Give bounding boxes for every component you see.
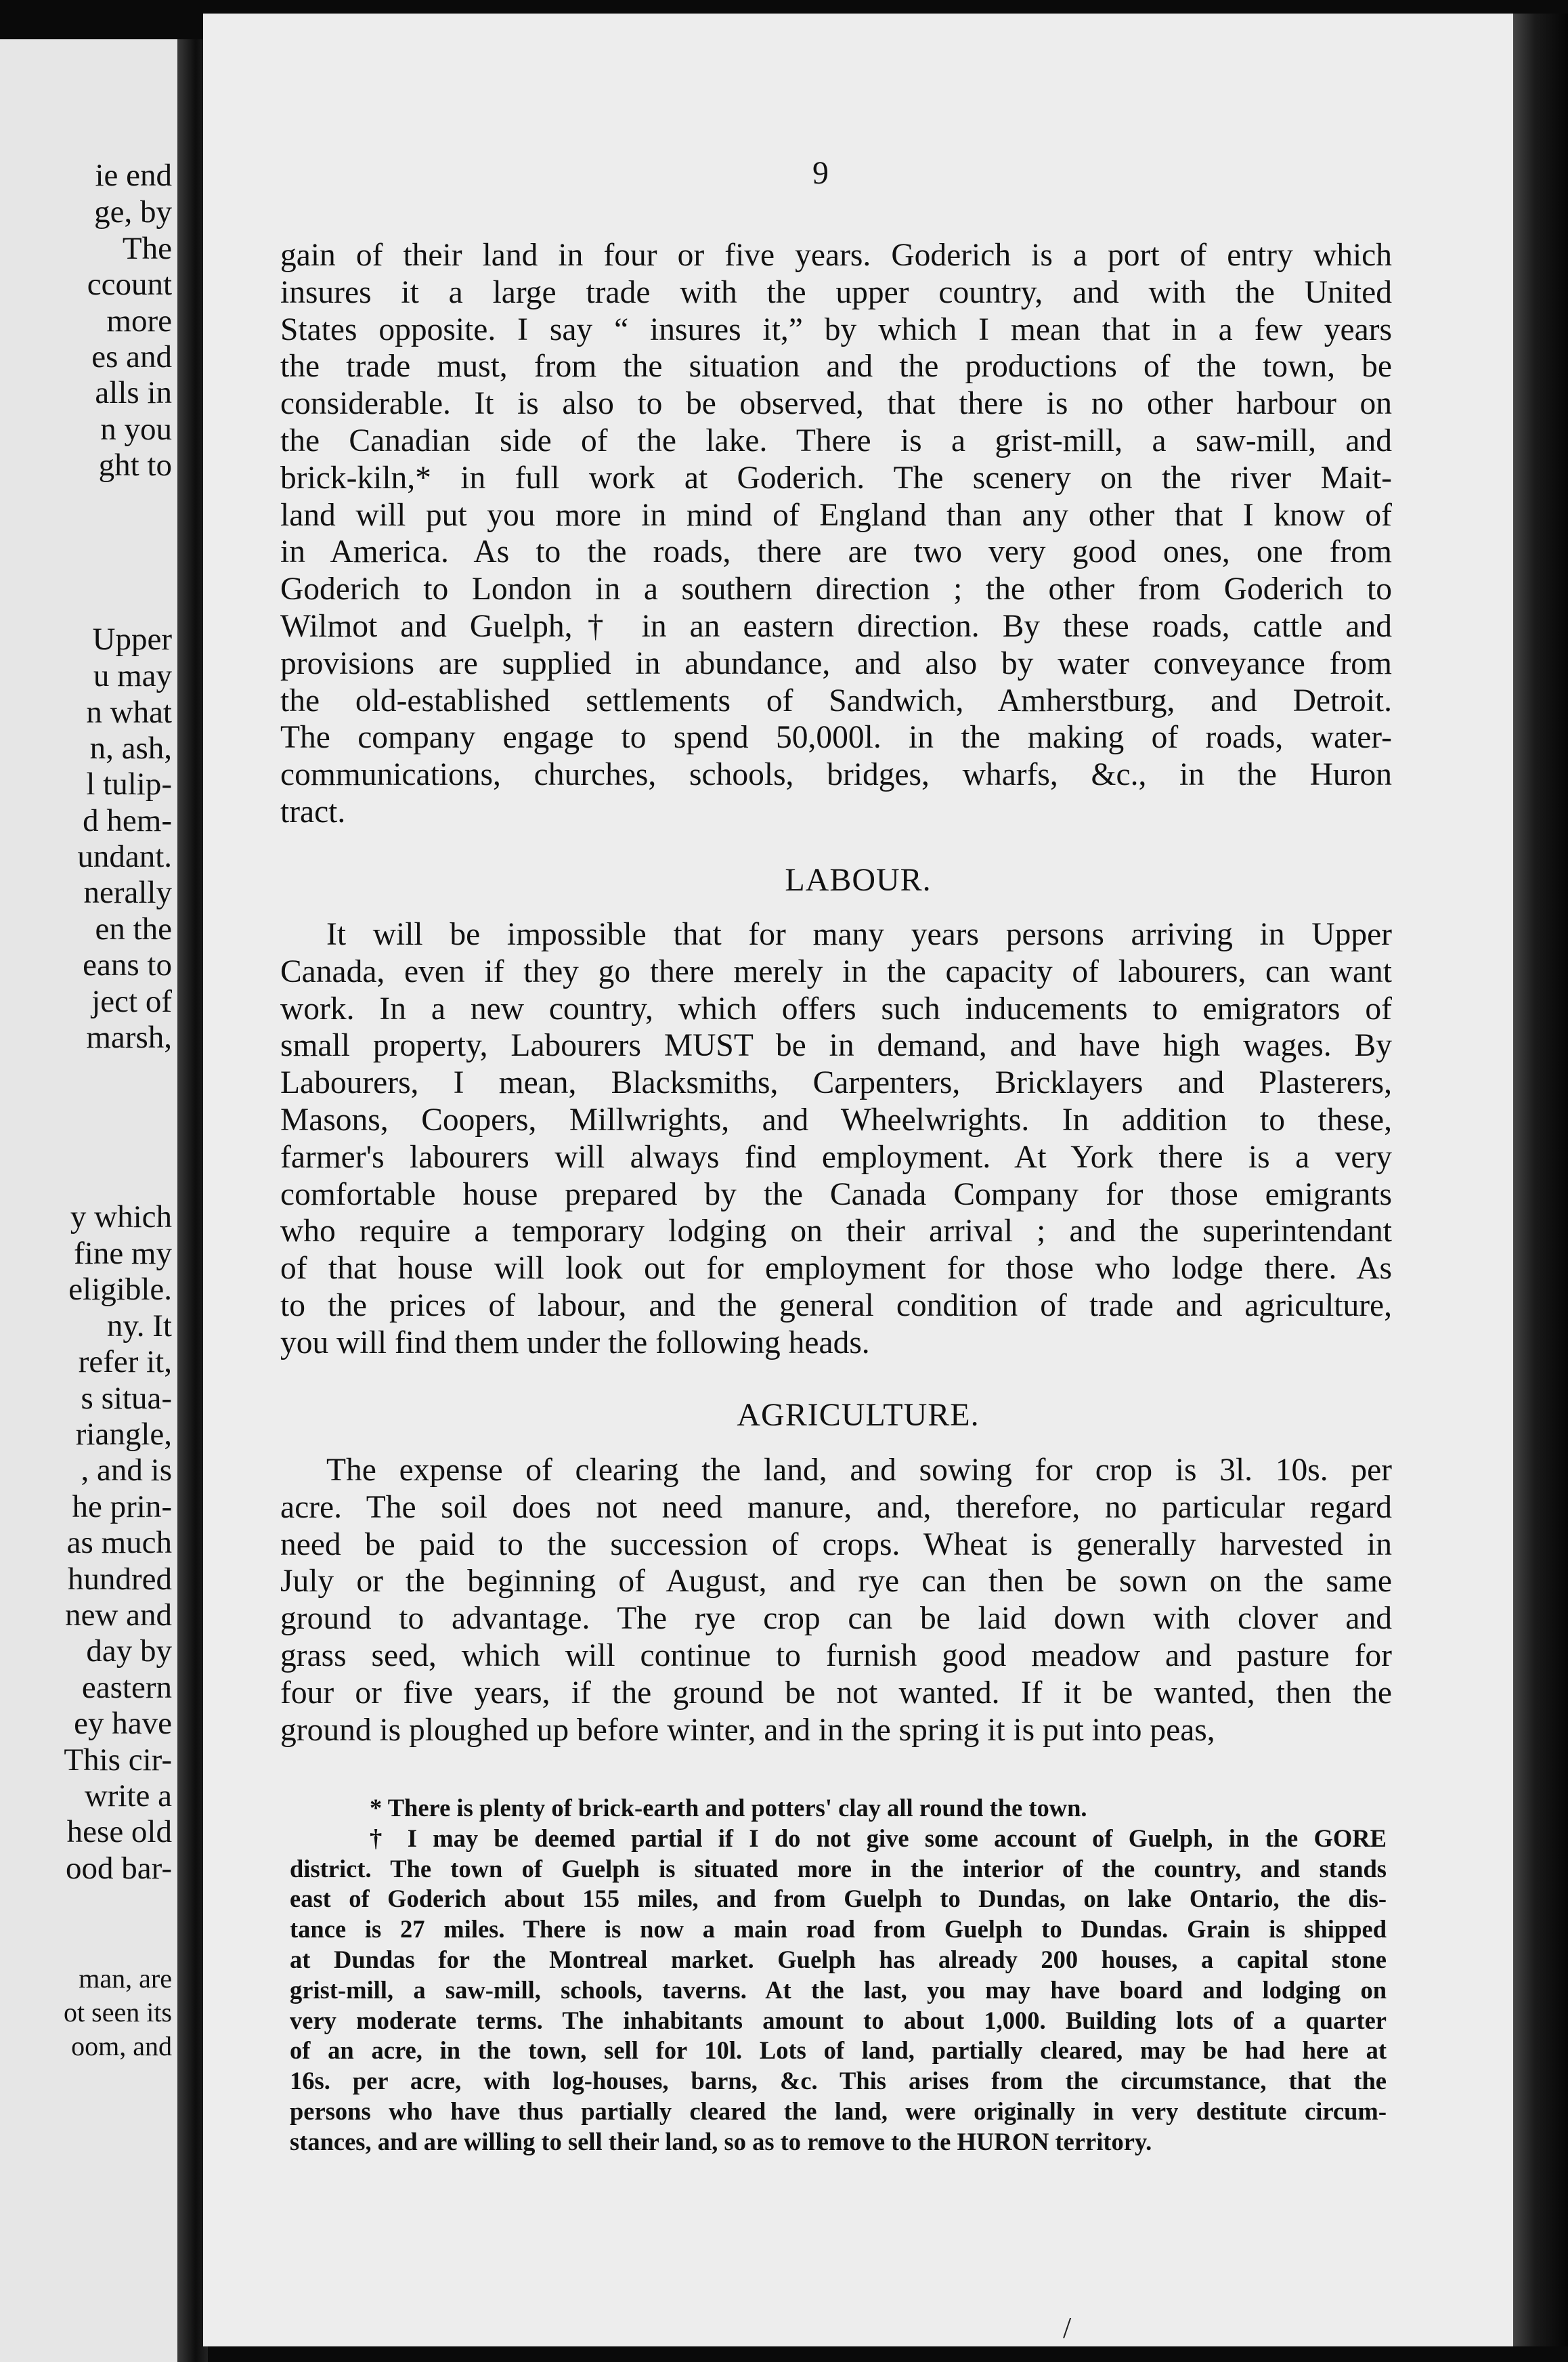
left-fragment-line: eastern — [81, 1670, 172, 1705]
left-fragment-line: es and — [91, 339, 172, 374]
left-fragment-line: more — [106, 303, 172, 339]
text-line: of an acre, in the town, sell for 10l. Lots of land, partially cleared, may be had here at — [290, 2036, 1387, 2065]
text-line: east of Goderich about 155 miles, and from Guelph to Dundas, on lake Ontario, the dis- — [290, 1885, 1387, 1913]
left-page-fragment — [0, 39, 177, 2362]
left-fragment-line: n, ash, — [89, 731, 172, 766]
left-fragment-line: marsh, — [86, 1020, 172, 1055]
left-fragment-line: eligible. — [68, 1272, 172, 1307]
footnotes — [290, 1793, 1387, 2157]
left-fragment-line: ject of — [91, 984, 172, 1019]
left-fragment-line: This cir- — [64, 1742, 172, 1778]
text-line: farmer's labourers will always find employment. At York there is a very — [280, 1139, 1392, 1175]
text-line: Goderich to London in a southern direction ; the other from Goderich to — [280, 572, 1392, 607]
paragraph-goderich — [280, 237, 1392, 831]
left-fragment-line: ie end — [95, 158, 172, 193]
page-number: 9 — [812, 155, 829, 191]
text-line: considerable. It is also to be observed, that there is no other harbour on — [280, 386, 1392, 422]
text-line: district. The town of Guelph is situated more in the interior of the country, and stands — [290, 1854, 1387, 1883]
left-fragment-line: , and is — [81, 1453, 172, 1488]
left-fragment-line: n you — [100, 412, 172, 447]
left-fragment-line: new and — [65, 1597, 172, 1633]
left-fragment-line: ge, by — [94, 194, 172, 230]
page — [203, 14, 1513, 2346]
left-fragment-line: ot seen its — [64, 1997, 172, 2027]
left-fragment-line: undant. — [77, 839, 172, 874]
text-line: The expense of clearing the land, and sowing for crop is 3l. 10s. per — [326, 1453, 1392, 1488]
paragraph-labour — [280, 916, 1392, 1362]
text-line: of that house will look out for employment for those who lodge there. As — [280, 1251, 1392, 1287]
left-fragment-line: hese old — [66, 1814, 172, 1849]
left-fragment-line: ey have — [74, 1706, 172, 1741]
left-fragment-line: hundred — [67, 1562, 172, 1597]
text-line: the trade must, from the situation and the productions of the town, be — [280, 349, 1392, 385]
text-line: ground to advantage. The rye crop can be laid down with clover and — [280, 1601, 1392, 1637]
text-line: States opposite. I say “ insures it,” by which I mean that in a few years — [280, 312, 1392, 347]
text-line: gain of their land in four or five years. Goderich is a port of entry which — [280, 238, 1392, 273]
heading-labour: LABOUR. — [785, 862, 932, 898]
left-fragment-line: eans to — [83, 947, 172, 983]
text-line: provisions are supplied in abundance, and also by water conveyance from — [280, 645, 1392, 681]
text-line: tance is 27 miles. There is now a main road from Guelph to Dundas. Grain is shipped — [290, 1915, 1387, 1944]
text-line: at Dundas for the Montreal market. Guelph has already 200 houses, a capital stone — [290, 1945, 1387, 1973]
left-fragment-line: oom, and — [71, 2031, 172, 2061]
left-fragment-line: ght to — [98, 448, 172, 483]
left-fragment-line: nerally — [83, 875, 172, 910]
text-line: July or the beginning of August, and rye can then be sown on the same — [280, 1564, 1392, 1599]
text-line: small property, Labourers MUST be in demand, and have high wages. By — [280, 1028, 1392, 1064]
text-line: † I may be deemed partial if I do not give some account of Guelph, in the GORE — [370, 1824, 1387, 1852]
left-fragment-line: y which — [70, 1199, 172, 1234]
left-fragment-line: u may — [93, 658, 172, 693]
text-line: very moderate terms. The inhabitants amount to about 1,000. Building lots of a quarter — [290, 2006, 1387, 2034]
heading-agriculture: AGRICULTURE. — [737, 1397, 980, 1433]
left-fragment-line: as much — [66, 1525, 172, 1560]
text-line: work. In a new country, which offers such inducements to emigrators of — [280, 991, 1392, 1027]
page-edge — [1513, 14, 1568, 2346]
left-fragment-line: ccount — [87, 267, 172, 302]
left-fragment-line: n what — [86, 695, 172, 730]
scan-mark: / — [1063, 2311, 1072, 2344]
text-line: the old-established settlements of Sandwich, Amherstburg, and Detroit. — [280, 683, 1392, 718]
text-line: brick-kiln,* in full work at Goderich. The scenery on the river Mait- — [280, 460, 1392, 496]
left-fragment-line: s situa- — [81, 1381, 172, 1416]
left-fragment-line: d hem- — [83, 803, 172, 838]
text-line: Canada, even if they go there merely in the capacity of labourers, can want — [280, 953, 1392, 989]
text-line: four or five years, if the ground be not wanted. If it be wanted, then the — [280, 1675, 1392, 1711]
left-fragment-line: man, are — [79, 1963, 172, 1994]
left-fragment-line: fine my — [74, 1236, 172, 1271]
text-line: persons who have thus partially cleared the land, were originally in very destitute circum- — [290, 2097, 1387, 2125]
left-fragment-line: en the — [95, 911, 172, 947]
text-line: in America. As to the roads, there are two very good ones, one from — [280, 534, 1392, 570]
left-fragment-line: Upper — [92, 622, 172, 657]
text-line: The company engage to spend 50,000l. in the making of roads, water- — [280, 720, 1392, 756]
left-fragment-line: day by — [86, 1633, 172, 1669]
text-line: Labourers, I mean, Blacksmiths, Carpenters, Bricklayers and Plasterers, — [280, 1065, 1392, 1101]
text-line: to the prices of labour, and the general condition of trade and agriculture, — [280, 1287, 1392, 1323]
text-line: ground is ploughed up before winter, and in the spring it is put into peas, — [280, 1712, 1215, 1748]
left-fragment-line: write a — [84, 1778, 172, 1813]
text-line: acre. The soil does not need manure, and, therefore, no particular regard — [280, 1489, 1392, 1525]
text-line: stances, and are willing to sell their land, so as to remove to the HURON territory. — [290, 2127, 1152, 2155]
text-line: grist-mill, a saw-mill, schools, taverns. At the last, you may have board and lodging on — [290, 1975, 1387, 2004]
text-line: who require a temporary lodging on their arrival ; and the superintendant — [280, 1214, 1392, 1249]
left-fragment-line: refer it, — [78, 1344, 172, 1379]
paragraph-agriculture — [280, 1452, 1392, 1748]
text-line: comfortable house prepared by the Canada Company for those emigrants — [280, 1176, 1392, 1212]
footnote-guelph — [290, 1824, 1387, 2157]
left-fragment-line: he prin- — [72, 1489, 172, 1524]
text-line: tract. — [280, 794, 346, 830]
text-line: Masons, Coopers, Millwrights, and Wheelwrights. In addition to these, — [280, 1102, 1392, 1138]
footnote-brick-earth: * There is plenty of brick-earth and potters' clay all round the town. — [370, 1794, 1087, 1822]
text-line: you will find them under the following heads. — [280, 1325, 870, 1360]
text-line: the Canadian side of the lake. There is a grist-mill, a saw-mill, and — [280, 423, 1392, 458]
left-fragment-line: alls in — [95, 375, 172, 410]
left-fragment-line: ny. It — [106, 1308, 172, 1344]
left-fragment-line: l tulip- — [86, 767, 172, 802]
text-line: need be paid to the succession of crops. Wheat is generally harvested in — [280, 1526, 1392, 1562]
left-fragment-line: The — [122, 231, 172, 266]
left-fragment-line: riangle, — [75, 1417, 172, 1452]
text-line: communications, churches, schools, bridges, wharfs, &c., in the Huron — [280, 757, 1392, 793]
text-line: Wilmot and Guelph,† in an eastern direction. By these roads, cattle and — [280, 608, 1392, 644]
text-line: 16s. per acre, with log-houses, barns, &c. This arises from the circumstance, that the — [290, 2067, 1387, 2095]
left-fragment-line: ood bar- — [66, 1851, 172, 1886]
text-line: grass seed, which will continue to furnish good meadow and pasture for — [280, 1637, 1392, 1673]
text-line: It will be impossible that for many years persons arriving in Upper — [326, 917, 1392, 952]
text-line: insures it a large trade with the upper country, and with the United — [280, 274, 1392, 310]
text-line: land will put you more in mind of England than any other that I know of — [280, 497, 1392, 533]
